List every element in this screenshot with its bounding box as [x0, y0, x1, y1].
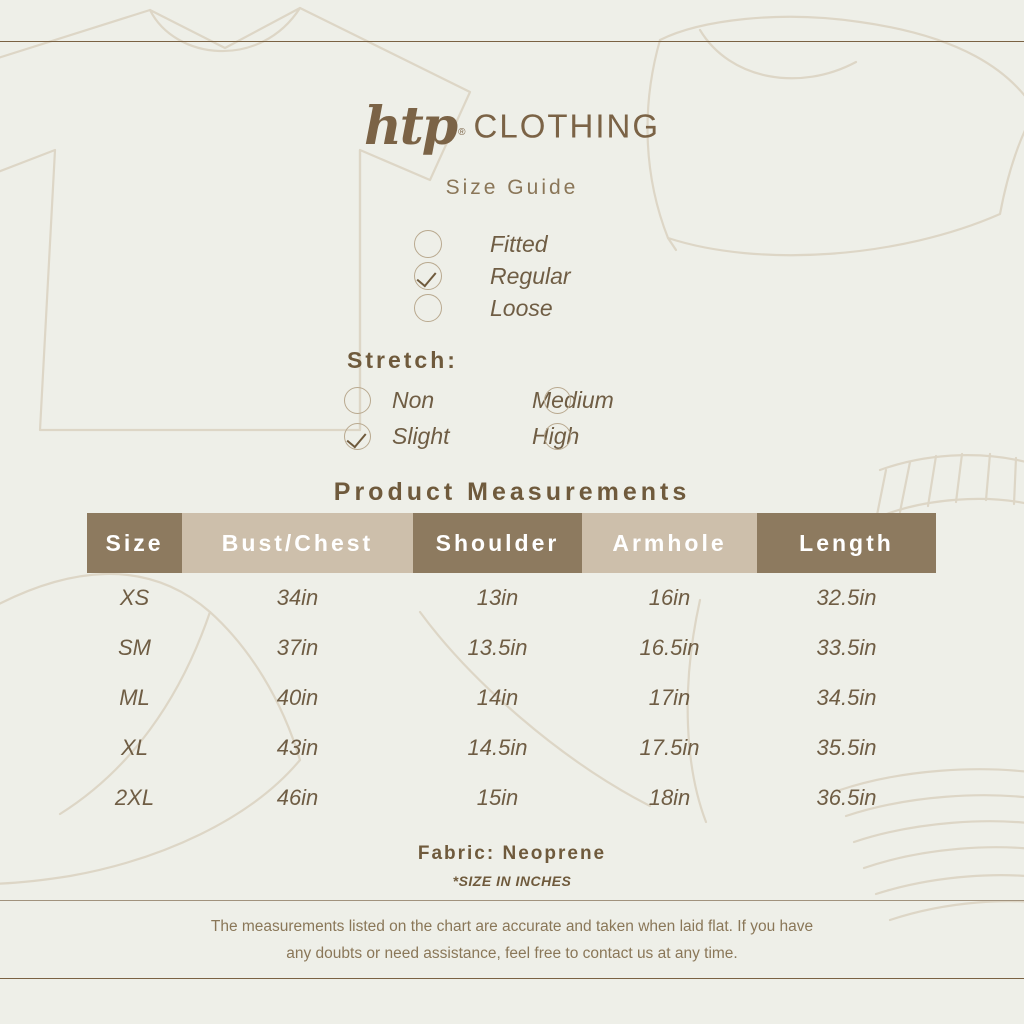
cell-size: SM: [118, 635, 151, 660]
cell-armhole: 16in: [648, 585, 691, 610]
table-header-row: [87, 513, 936, 573]
stretch-option-slight-label: Slight: [392, 422, 450, 449]
registered-trademark-icon: ®: [458, 126, 466, 138]
fit-option-label: Fitted: [490, 230, 548, 257]
cell-bust-chest: 37in: [276, 635, 319, 660]
cell-length: 33.5in: [816, 635, 877, 660]
size-table-wrapper: [87, 513, 936, 823]
cell-shoulder: 14in: [476, 685, 519, 710]
cell-length: 35.5in: [816, 735, 877, 760]
column-header-armhole: Armhole: [582, 513, 757, 573]
cell-armhole: 18in: [648, 785, 691, 810]
fit-option-label: Regular: [490, 262, 571, 289]
fit-option-regular[interactable]: [414, 260, 571, 292]
frame-top-rule: [0, 41, 1024, 42]
cell-armhole: 17.5in: [639, 735, 700, 760]
table-row: [87, 623, 936, 673]
stretch-options-group: [344, 382, 614, 454]
units-note: *SIZE IN INCHES: [452, 873, 572, 889]
stretch-option-non-label: Non: [392, 386, 435, 413]
checkbox-circle-icon[interactable]: [414, 294, 442, 322]
cell-bust-chest: 43in: [276, 735, 319, 760]
column-header-size: Size: [87, 513, 182, 573]
stretch-heading: Stretch:: [347, 347, 458, 373]
cell-shoulder: 13.5in: [467, 635, 528, 660]
cell-shoulder: 15in: [476, 785, 519, 810]
cell-size: ML: [119, 685, 150, 710]
fit-option-label: Loose: [490, 294, 553, 321]
stretch-option-slight-checkbox-check-icon[interactable]: [344, 423, 371, 450]
brand-logo: [0, 96, 1024, 157]
cell-bust-chest: 34in: [276, 585, 319, 610]
fit-option-fitted[interactable]: [414, 228, 571, 260]
checkbox-check-icon[interactable]: [414, 262, 442, 290]
column-header-bust-chest: Bust/Chest: [182, 513, 413, 573]
fit-options-group: [414, 228, 571, 324]
checkbox-circle-icon[interactable]: [414, 230, 442, 258]
brand-wordmark: CLOTHING: [473, 107, 661, 145]
stretch-option-non-checkbox-circle-icon[interactable]: [344, 387, 371, 414]
page-title: Size Guide: [445, 176, 579, 199]
footer-note-line-1: The measurements listed on the chart are accurate and taken when laid flat. If you have: [210, 918, 814, 935]
stretch-option-medium-checkbox-circle-icon[interactable]: [544, 387, 571, 414]
cell-bust-chest: 40in: [276, 685, 319, 710]
table-row: [87, 773, 936, 823]
cell-bust-chest: 46in: [276, 785, 319, 810]
cell-shoulder: 14.5in: [467, 735, 528, 760]
cell-length: 34.5in: [816, 685, 877, 710]
cell-armhole: 16.5in: [639, 635, 700, 660]
stretch-option-high-label: High: [532, 422, 580, 449]
product-measurements-heading: Product Measurements: [333, 478, 691, 506]
brand-mark: htp: [363, 96, 457, 157]
frame-bottom-rule: [0, 978, 1024, 979]
footer-note: [0, 913, 1024, 967]
stretch-option-medium-label: Medium: [532, 386, 614, 413]
table-row: [87, 723, 936, 773]
cell-size: 2XL: [114, 785, 155, 810]
cell-shoulder: 13in: [476, 585, 519, 610]
cell-length: 32.5in: [816, 585, 877, 610]
size-table: [87, 513, 936, 823]
stretch-option-high-checkbox-circle-icon[interactable]: [544, 423, 571, 450]
column-header-length: Length: [757, 513, 936, 573]
column-header-shoulder: Shoulder: [413, 513, 582, 573]
fit-option-loose[interactable]: [414, 292, 571, 324]
frame-separator-rule: [0, 900, 1024, 901]
footer-note-line-2: any doubts or need assistance, feel free to contact us at any time.: [286, 945, 738, 962]
table-row: [87, 673, 936, 723]
table-row: [87, 573, 936, 623]
cell-armhole: 17in: [648, 685, 691, 710]
cell-size: XL: [121, 735, 148, 760]
cell-size: XS: [119, 585, 150, 610]
cell-length: 36.5in: [816, 785, 877, 810]
fabric-label: Fabric: Neoprene: [417, 843, 607, 864]
